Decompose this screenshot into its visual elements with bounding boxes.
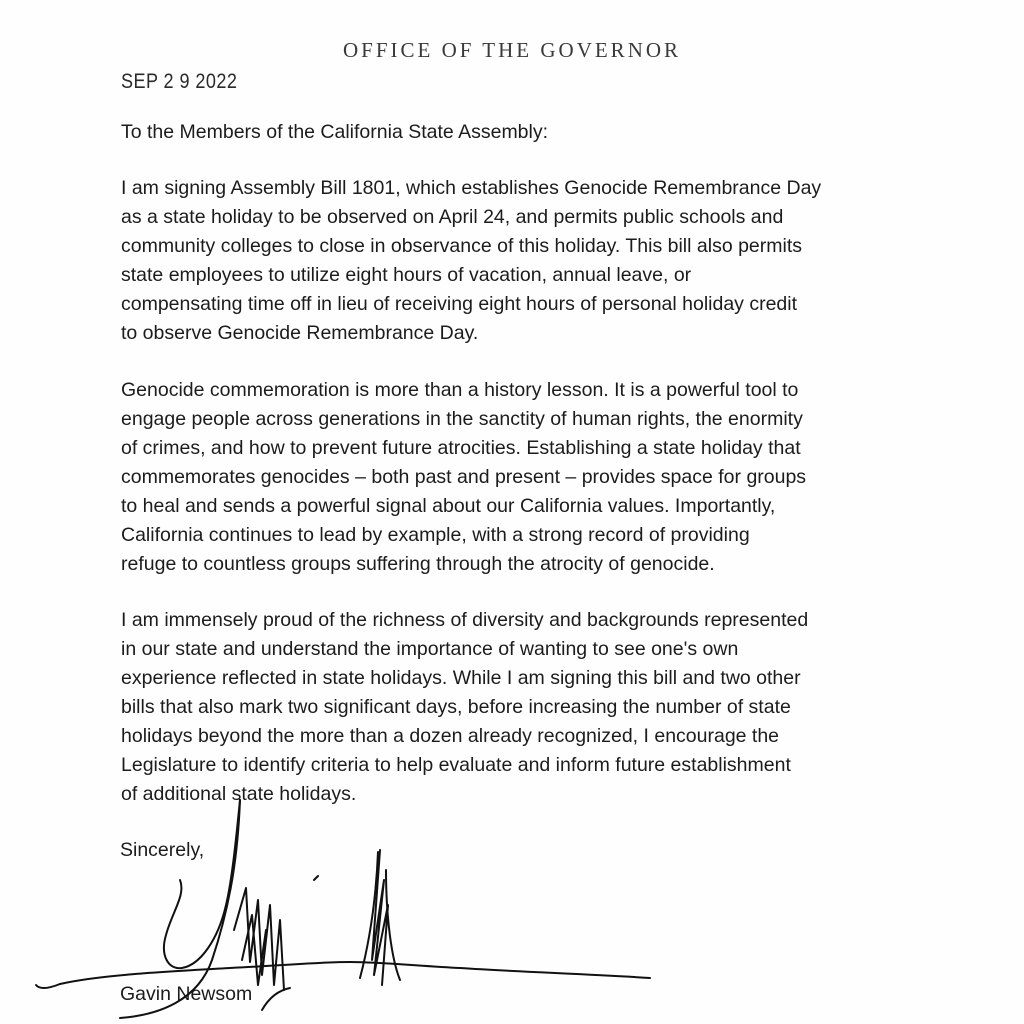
signer-name: Gavin Newsom: [120, 983, 253, 1005]
body-paragraph-1: [121, 174, 921, 348]
paragraph-line: Genocide commemoration is more than a history lesson. It is a powerful tool to: [121, 379, 799, 401]
date-stamp: SEP 2 9 2022: [121, 70, 238, 93]
paragraph-line: compensating time off in lieu of receiving eight hours of personal holiday credit: [121, 293, 798, 315]
paragraph-line: of crimes, and how to prevent future atrocities. Establishing a state holiday that: [121, 437, 801, 459]
paragraph-line: Legislature to identify criteria to help evaluate and inform future establishment: [121, 754, 791, 776]
body-paragraph-3: [121, 606, 921, 809]
paragraph-line: of additional state holidays.: [121, 783, 357, 805]
body-paragraph-2: [121, 376, 921, 579]
paragraph-line: state employees to utilize eight hours of vacation, annual leave, or: [121, 264, 692, 286]
paragraph-line: commemorates genocides – both past and present – provides space for groups: [121, 466, 807, 488]
paragraph-line: to observe Genocide Remembrance Day.: [121, 322, 479, 344]
paragraph-line: in our state and understand the importance of wanting to see one's own: [121, 638, 739, 660]
paragraph-line: engage people across generations in the sanctity of human rights, the enormity: [121, 408, 803, 430]
paragraph-line: as a state holiday to be observed on April 24, and permits public schools and: [121, 206, 784, 228]
letterhead: OFFICE OF THE GOVERNOR: [342, 38, 682, 62]
paragraph-line: I am signing Assembly Bill 1801, which establishes Genocide Remembrance Day: [121, 177, 822, 199]
salutation: To the Members of the California State Assembly:: [121, 121, 549, 143]
paragraph-line: California continues to lead by example, with a strong record of providing: [121, 524, 750, 546]
paragraph-line: refuge to countless groups suffering through the atrocity of genocide.: [121, 553, 715, 575]
paragraph-line: holidays beyond the more than a dozen already recognized, I encourage the: [121, 725, 780, 747]
paragraph-line: to heal and sends a powerful signal about our California values. Importantly,: [121, 495, 776, 517]
closing: Sincerely,: [120, 839, 205, 861]
paragraph-line: bills that also mark two significant days, before increasing the number of state: [121, 696, 791, 718]
paragraph-line: I am immensely proud of the richness of diversity and backgrounds represented: [121, 609, 809, 631]
paragraph-line: experience reflected in state holidays. While I am signing this bill and two other: [121, 667, 801, 689]
paragraph-line: community colleges to close in observance of this holiday. This bill also permits: [121, 235, 803, 257]
